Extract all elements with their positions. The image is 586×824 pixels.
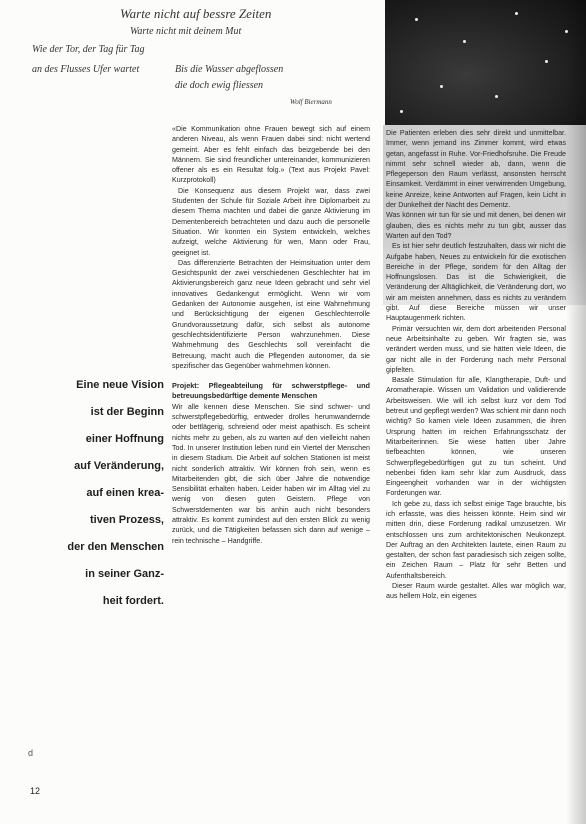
page-edge-shadow xyxy=(566,0,586,824)
body-paragraph: Was können wir tun für sie und mit denen, bei denen wir glauben, dies es nichts mehr zu tun gibt, ausser das Warten auf den Tod? xyxy=(386,211,566,240)
body-paragraph: Die Konsequenz aus diesem Projekt war, dass zwei Studenten der Schule für Soziale Arbeit ihre Diplomarbeit zu diesem Thema machten und dabei die ganze Aktivierung im Dementenbereich betrachteten und dazu auch die personelle Situation. Wir konnten ein System entwickeln, welches aufzeigt, welche Aktivierung für wen, Mann oder Frau, geeignet ist. xyxy=(172,186,370,257)
body-paragraph: Das differenzierte Betrachten der Heimsituation unter dem Gesichtspunkt der zwei verschiedenen Geschlechter hat im Aktivierungsbereich ganz neue Ideen gebracht und sehr viel innovatives Gedankengut ermöglicht. Wenn wir vom Gedanken der Autonomie ausgehen, ist eine Wahrnehmung und Berücksichtigung der eigenen Geschlechterrolle Grundvoraussetzung dafür, sich selbst als autonome geschlechtsidentifizierte Person wahrzunehmen. Diese Wahrnehmung des Geschlechts soll vereinfacht die Betreuung, macht auch die Pflegenden autonomer, da sie spezifischer das Gegenüber wahrnehmen können. xyxy=(172,258,370,370)
star xyxy=(495,95,498,98)
poem-line-1: Warte nicht auf bessre Zeiten xyxy=(120,6,272,21)
poem-line-5: Bis die Wasser abgeflossen xyxy=(175,64,284,75)
pull-quote-line: heit fordert. xyxy=(102,595,164,607)
body-paragraph: Wir alle kennen diese Menschen. Sie sind schwer- und schwerstpflegebedürftig, entweder drolles herumwandernde oder bettlägerig, schreiend oder meist apathisch. Es scheint nichts mehr zu geben, als zu warten auf den vielleicht nahen Tod. In unserer Institution leben rund ein Viertel der Menschen in diesem Stadium. Die Arbeit auf solchen Stationen ist meist nicht sonderlich attraktiv. Wir können froh sein, wenn es Mitarbeitenden gibt, die sich über Jahre die notwendige Sensibilität erhalten haben. Leider haben wir im Alltag viel zu wenig von diesen guten Geistern. Pflege von Schwerstdementen war bis anhin auch nicht besonders attraktiv. Es kommt zumindest auf den ersten Blick zu wenig zurück, und die Tätigkeiten befassen sich dann auf wenige – rein technische – Handgriffe. xyxy=(172,402,370,545)
body-paragraph: Die Patienten erleben dies sehr direkt und unmittelbar. Immer, wenn jemand ins Zimmer kommt, wird etwas getan, angefasst in Ruhe. Vor-Friedhofsruhe. Die Freude nimmt sehr schnell wieder ab, dann, wenn die Pflegeperson den Raum verlässt, ansonsten herrscht Einsamkeit. Verdämmt in einer verwirrenden Umgebung, keine Anreize, keine Antworten auf Fragen, kein Licht in der Dunkelheit der Nacht des Dementz. xyxy=(386,129,566,210)
star xyxy=(463,40,466,43)
star xyxy=(515,12,518,15)
corner-mark: d xyxy=(28,748,34,758)
poem-line-2: Warte nicht mit deinem Mut xyxy=(130,26,242,37)
body-paragraph: Basale Stimulation für alle, Klangtherapie, Duft- und Aromatherapie. Wissen um Validation und validierende Arbeitsweisen. Wie will ich selbst kurz vor dem Tod betreut und gepflegt werden? Was schient mir dann noch wichtig? So kamen viele Ideen zusammen, die ihren Ursprung hatten im reichen Erfahrungsschatz der Mitarbeiterinnen. Sie wiese hatten über Jahre tiefbeachten können, wie unseren Schwerpflegebedürftigen gut zu tun scheint. Und nebenbei fiden kam sehr klar zum Ausdruck, dass Eingeengheit vorhanden war in der wichtigsten Forderungen war. xyxy=(386,376,566,498)
body-paragraph: «Die Kommunikation ohne Frauen bewegt sich auf einem anderen Niveau, als wenn Frauen dabei sind: nicht wertend gemeint. Aber es fehlt einfach das beizgebende bei den Männern. Sie sind freundlicher untereinander, kommunizieren offener als es ein Resultat folg.» (Text aus Projekt Pavel: Kurzprotokoll) xyxy=(172,125,370,185)
poem-line-3: Wie der Tor, der Tag für Tag xyxy=(32,44,145,55)
section-heading: Projekt: Pflegeabteilung für schwerstpflege- und betreuungsbedürftige demente Menschen xyxy=(172,381,370,401)
pull-quote-line: Eine neue Vision xyxy=(76,379,164,391)
pull-quote xyxy=(40,372,164,615)
pull-quote-line: ist der Beginn xyxy=(90,406,164,418)
pull-quote-line: auf einen krea- xyxy=(86,487,164,499)
body-paragraph: Ich gebe zu, dass ich selbst einige Tage brauchte, bis ich erfasste, was dies heissen könnte. Heim sind wir mitten drin, diese Forderung radikal umzusetzen. Wir entschlossen uns zum architektonischen Neukonzept. Der Auftrag an den Architekten lautete, einen Raum zu gestalten, der schon fast paradiesisch sich zeigen sollte, ein Zeichen Raum – Platz für sehr Betten und Aufenthaltsbereich. xyxy=(386,499,566,580)
body-paragraph: Dieser Raum wurde gestaltet. Alles war möglich war, aus hellem Holz, ein eigenes xyxy=(386,582,566,601)
star xyxy=(400,110,403,113)
poem-line-6: die doch ewig fliessen xyxy=(175,80,264,91)
star xyxy=(415,18,418,21)
pull-quote-line: einer Hoffnung xyxy=(85,433,164,445)
body-paragraph: Primär versuchten wir, dem dort arbeitenden Personal neue Arbeitsinhalte zu geben. Wir fragten sie, was verändert werden muss, und sie hätten viele Ideen, die gar nicht alle in der Forderung nach mehr Personal gipfelten. xyxy=(386,324,566,374)
starfield-image xyxy=(385,0,586,125)
pull-quote-line: tiven Prozess, xyxy=(90,514,164,526)
body-paragraph: Es ist hier sehr deutlich festzuhalten, dass wir nicht die Aufgabe haben, Neues zu entwickeln für die exotischen Bereiche in der Pflege, sondern für den Alltag der Hoffnungslosen. Das ist die Schwierigkeit, die Veränderung der Alltäglichkeit, die Veränderung dort, wo wir am meisten annehmen, dass es nichts zu verändern gibt. Auf diese Bereiche müssen wir unser Hauptaugenmerk richten. xyxy=(386,242,566,323)
pull-quote-line: der den Menschen xyxy=(67,541,164,553)
page-number: 12 xyxy=(30,786,41,796)
right-column xyxy=(386,128,566,602)
pull-quote-line: in seiner Ganz- xyxy=(85,568,164,580)
pull-quote-line: auf Veränderung, xyxy=(74,460,164,472)
poem-line-4: an des Flusses Ufer wartet xyxy=(32,64,140,75)
star xyxy=(440,85,443,88)
poem-author: Wolf Biermann xyxy=(290,98,332,106)
star xyxy=(545,60,548,63)
middle-column xyxy=(172,124,370,546)
